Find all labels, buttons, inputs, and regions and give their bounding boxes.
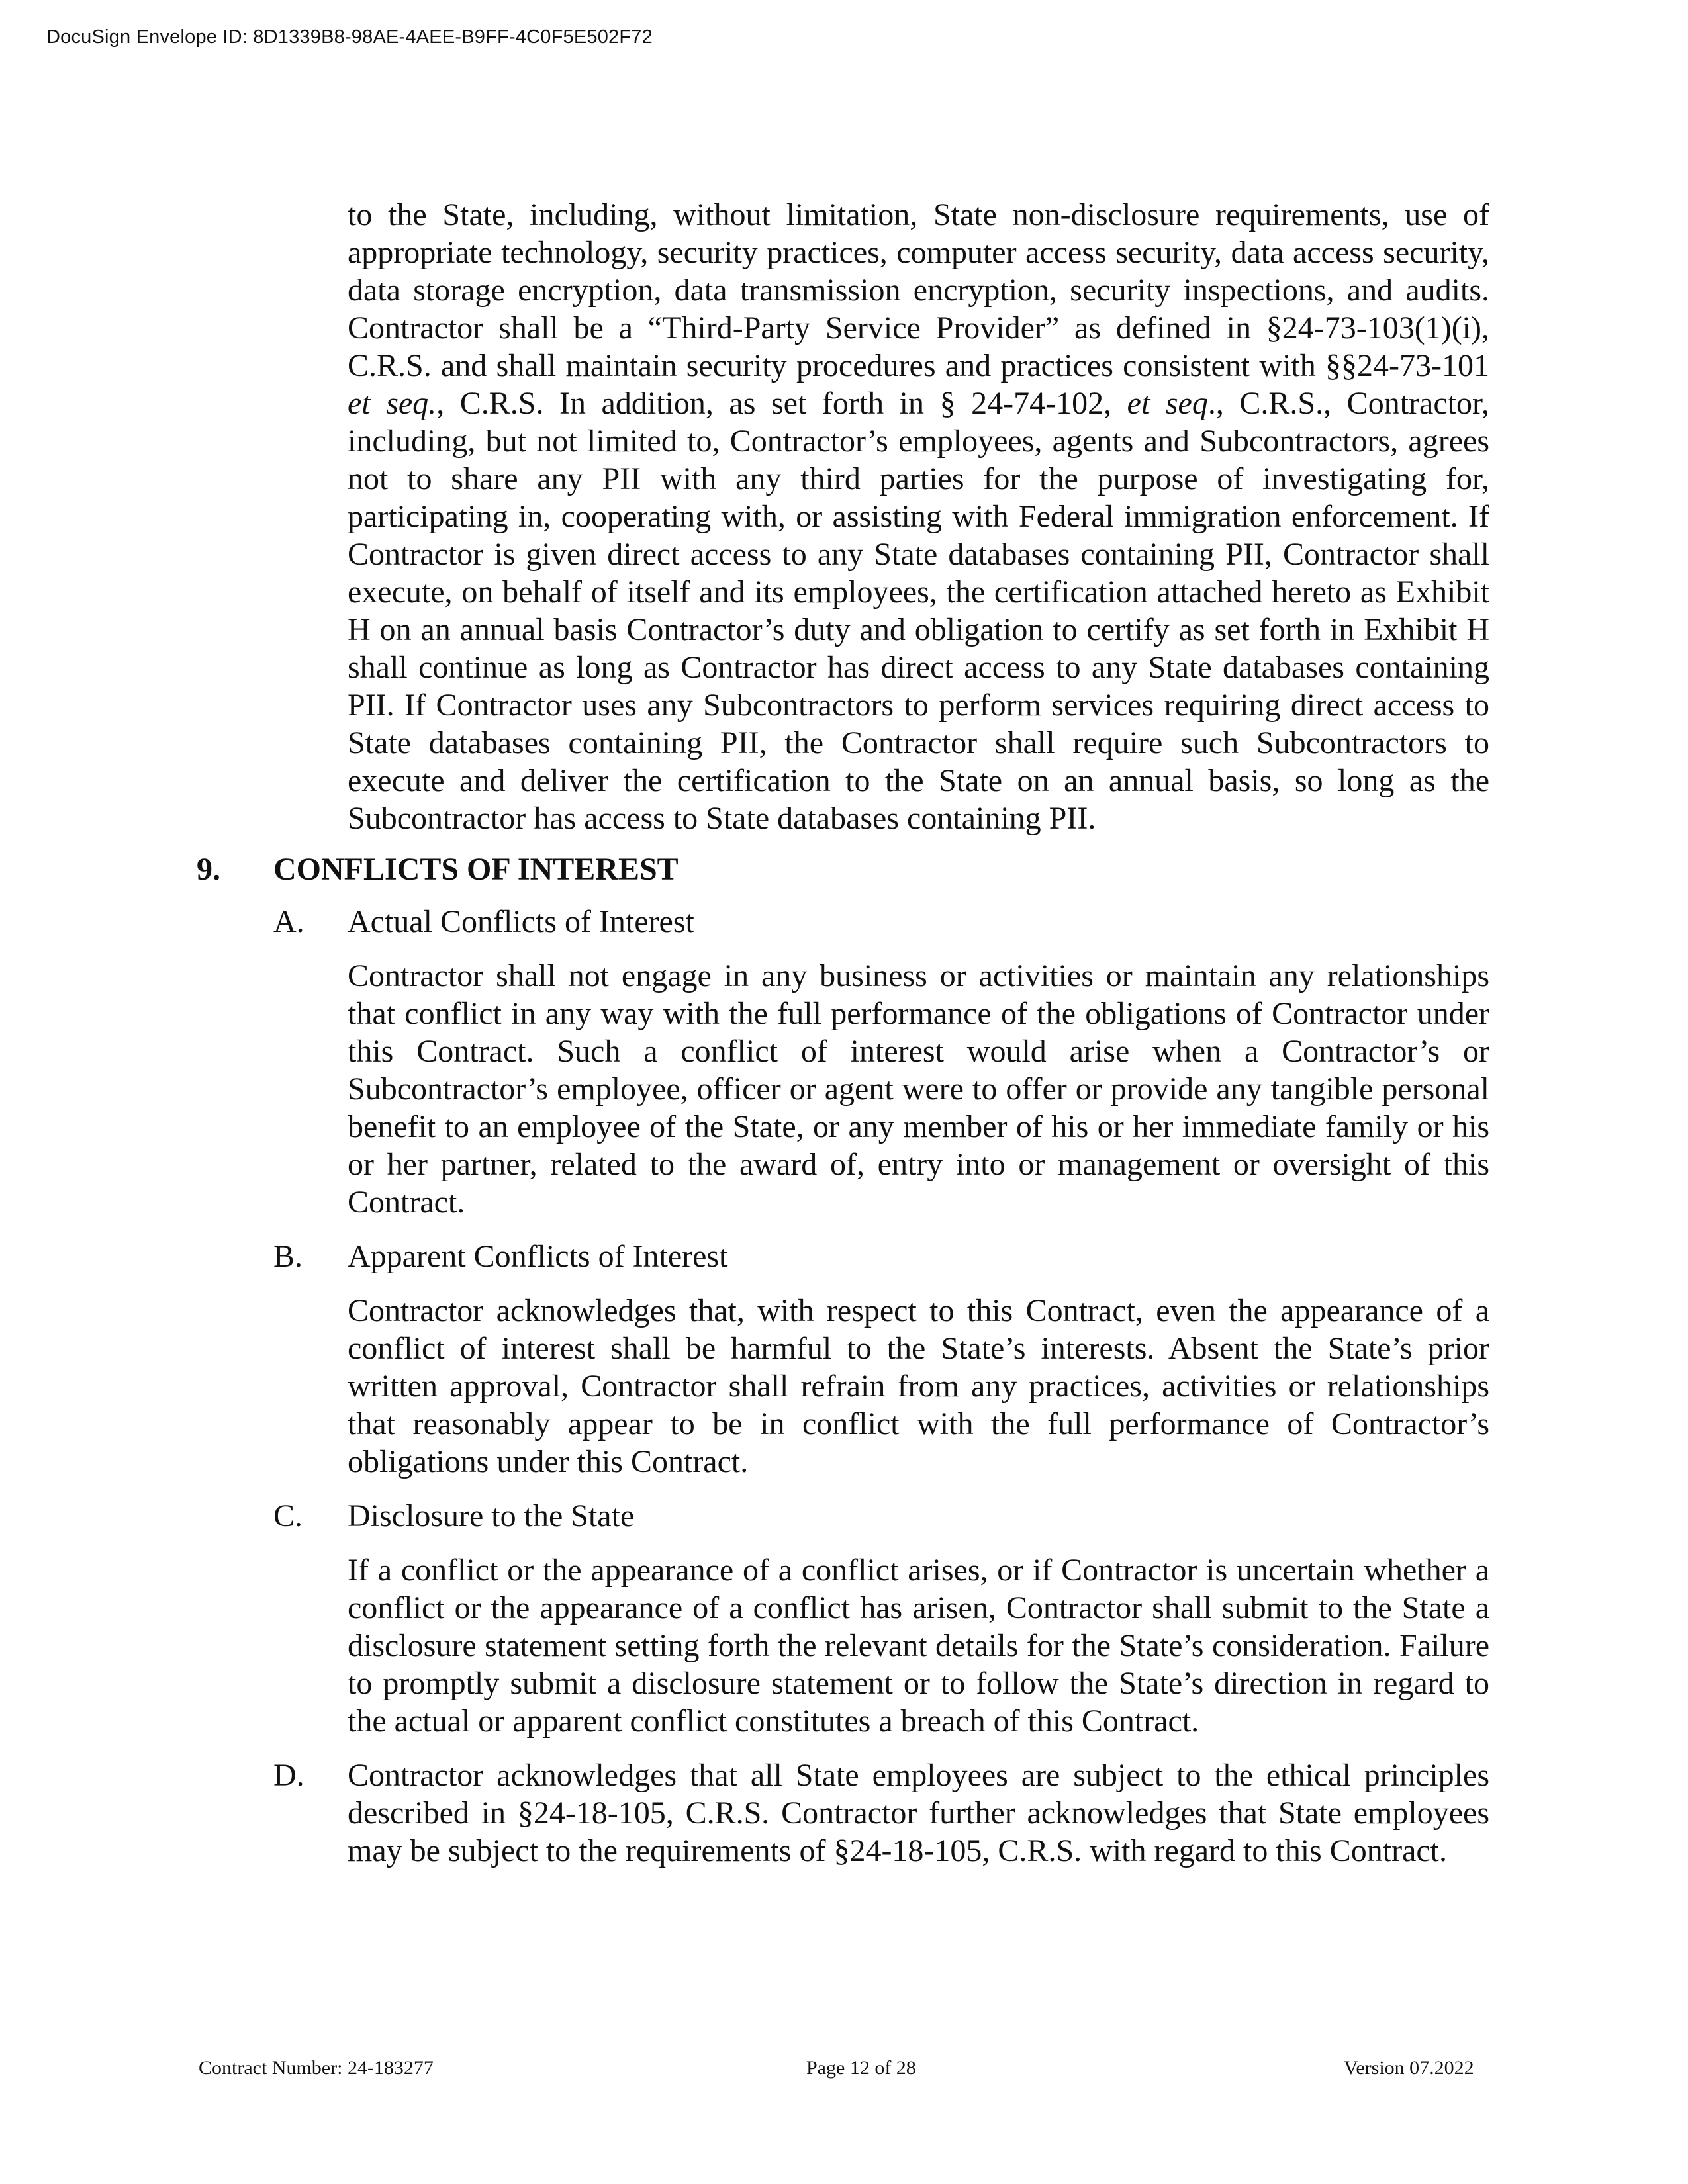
intro-italic-et-seq-1: et seq.: [348, 386, 437, 421]
subsection-c-letter: C.: [273, 1498, 303, 1533]
subsection-a-heading: [0, 903, 1688, 940]
intro-italic-et-seq-2: et seq: [1127, 386, 1208, 421]
docusign-envelope-id: DocuSign Envelope ID: 8D1339B8-98AE-4AEE-B9FF-4C0F5E502F72: [46, 26, 653, 48]
footer-contract-number: Contract Number: 24-183277: [199, 2057, 434, 2079]
footer-page-number: Page 12 of 28: [806, 2057, 916, 2079]
subsection-d-body: Contractor acknowledges that all State employees are subject to the ethical principles described in §24-18-105, C.R.S. Contractor further acknowledges that State employees may be subject to the requirements of §24-18-105, C.R.S. with regard to this Contract.: [348, 1758, 1489, 1868]
subsection-b-heading: [0, 1238, 1688, 1275]
subsection-c-heading: [0, 1497, 1688, 1535]
subsection-b-body: Contractor acknowledges that, with respect to this Contract, even the appearance of a conflict of interest shall be harmful to the State’s interests. Absent the State’s prior written approval, Contractor shall refrain from any practices, activities or relationships that reasonably appear to be in conflict with the full performance of Contractor’s obligations under this Contract.: [348, 1293, 1489, 1479]
subsection-a-letter: A.: [273, 904, 305, 939]
subsection-d: [0, 1756, 1688, 1870]
intro-text-2: , C.R.S. In addition, as set forth in § 24-74-102,: [436, 386, 1127, 421]
subsection-a-title: Actual Conflicts of Interest: [348, 904, 694, 939]
document-body: [0, 196, 1688, 1870]
intro-text-3: ., C.R.S., Contractor, including, but not limited to, Contractor’s employees, agents and Subcontractors, agrees not to share any PII with any third parties for the purpose of investigating for, participating in, cooperating with, or assisting with Federal immigration enforcement. If Contractor is given direct access to any State databases containing PII, Contractor shall execute, on behalf of itself and its employees, the certification attached hereto as Exhibit H on an annual basis Contractor’s duty and obligation to certify as set forth in Exhibit H shall continue as long as Contractor has direct access to any State databases containing PII. If Contractor uses any Subcontractors to perform services requiring direct access to State databases containing PII, the Contractor shall require such Subcontractors to execute and deliver the certification to the State on an annual basis, so long as the Subcontractor has access to State databases containing PII.: [348, 386, 1490, 836]
subsection-b-letter: B.: [273, 1239, 303, 1274]
intro-paragraph: [348, 196, 1489, 837]
section-title: CONFLICTS OF INTEREST: [273, 852, 679, 887]
section-heading: [0, 850, 1688, 888]
intro-text-1: to the State, including, without limitation, State non-disclosure requirements, use of appropriate technology, security practices, computer access security, data access security, data storage encryption, data transmission encryption, security inspections, and audits. Contractor shall be a “Third-Party Service Provider” as defined in §24-73-103(1)(i), C.R.S. and shall maintain security procedures and practices consistent with §§24-73-101: [348, 197, 1489, 383]
subsection-b-title: Apparent Conflicts of Interest: [348, 1239, 728, 1274]
subsection-c-title: Disclosure to the State: [348, 1498, 635, 1533]
subsection-a-body: Contractor shall not engage in any business or activities or maintain any relationships that conflict in any way with the full performance of the obligations of Contractor under this Contract. Such a conflict of interest would arise when a Contractor’s or Subcontractor’s employee, officer or agent were to offer or provide any tangible personal benefit to an employee of the State, or any member of his or her immediate family or his or her partner, related to the award of, entry into or management or oversight of this Contract.: [348, 958, 1489, 1220]
footer-version: Version 07.2022: [1344, 2057, 1474, 2079]
section-number: 9.: [197, 852, 220, 887]
subsection-c-body: If a conflict or the appearance of a conflict arises, or if Contractor is uncertain whether a conflict or the appearance of a conflict has arisen, Contractor shall submit to the State a disclosure statement setting forth the relevant details for the State’s consideration. Failure to promptly submit a disclosure statement or to follow the State’s direction in regard to the actual or apparent conflict constitutes a breach of this Contract.: [348, 1553, 1489, 1739]
subsection-d-letter: D.: [273, 1758, 305, 1793]
